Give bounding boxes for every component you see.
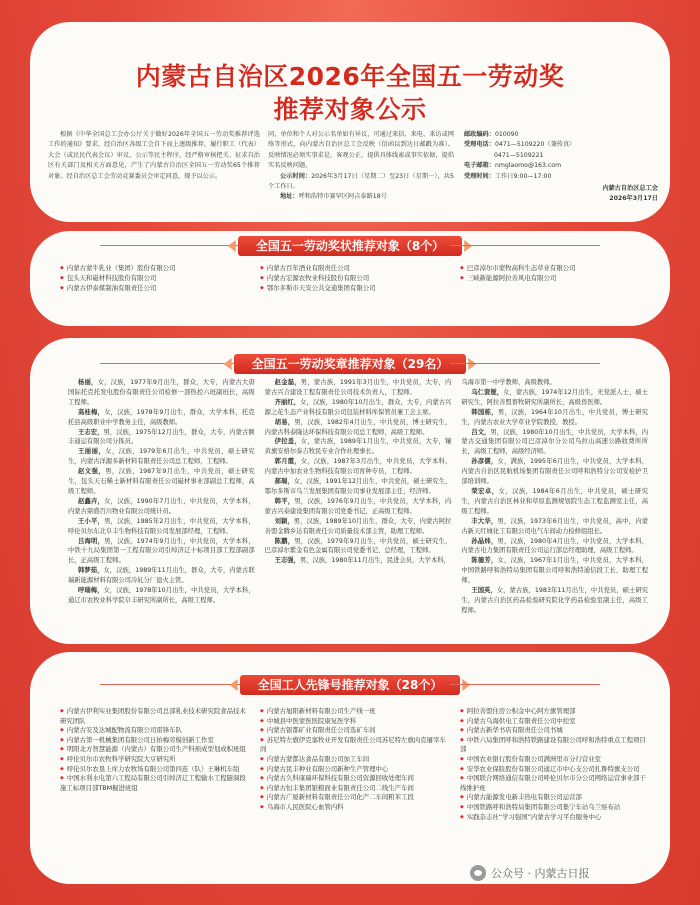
medal-entry-name: 荣宏卓， <box>471 487 499 495</box>
medal-entry-text: 女，汉族，1967年1月出生，中共党员，大学本科，中国铁路呼和浩特局集团有限公司呼和浩特通信段工长，助理工程师。 <box>461 557 649 585</box>
medal-entry-text: 男，汉族，1976年9月出生，中共党员，大学本科，内蒙古兴泰建设集团有限公司党委书记，正高级工程师。 <box>264 497 452 515</box>
medal-entry-text: 男，汉族，1979年9月出生，中共党员，硕士研究生，巴彦淖尔紫金有色金属有限公司党委书记、总经理，工程师。 <box>264 537 452 555</box>
list-item: ◆ 苏尼特左旗伊克塞牧业开发有限责任公司苏尼特左旗肉克屠宰车间 <box>260 736 450 755</box>
list-item: ◆ 内蒙古乌海供电工有限责任公司中控室 <box>460 717 650 727</box>
medal-entry-name: 胡易， <box>274 418 295 426</box>
medal-entry-name: 吕海明， <box>78 537 105 545</box>
phone-row <box>464 140 658 150</box>
medal-entry-text: 男，汉族，1989年10月出生，群众，大专，内蒙古阿拉善盟金腾乡达有限责任公司质量技术部主管，助理工程师。 <box>264 517 452 535</box>
medal-entry-text: 女，蒙古族，1974年12月出生，无党派人士，硕士研究生，阿拉善盟畜牧研究所副所长，高级兽医师。 <box>461 388 649 406</box>
medal-entry-name: 王志宏， <box>78 428 104 436</box>
medal-entry <box>265 378 452 398</box>
certificate-col-2 <box>260 263 450 293</box>
medal-entry <box>461 556 648 586</box>
list-item: ◆ 中铁六局集团呼和浩特铁路建设有限公司呼和浩特重点工程项目部 <box>460 736 650 755</box>
list-item: ◆ 内蒙古伊利实业集团股份有限公司总部乳业技术研究院食品技术研究团队 <box>60 707 250 726</box>
medal-entry <box>461 586 648 616</box>
objection-text <box>268 130 454 222</box>
medal-entry <box>68 378 255 408</box>
list-item: ◆ 内蒙古久科康瑞环保科技有限公司资源回收处理车间 <box>260 774 450 784</box>
page-title <box>30 60 670 126</box>
list-item: ◆ 内蒙古旭阳新材料有限公司生产线一班 <box>260 707 450 717</box>
phone-value-2: 0471—5109221 <box>494 151 544 159</box>
page-title-line1: 内蒙古自治区2026年全国五一劳动奖 <box>135 62 565 91</box>
banner-line-right <box>450 245 600 246</box>
medal-entry <box>461 428 648 458</box>
medal-entry <box>265 418 452 438</box>
medal-entry-text: 女，汉族，1978年10月出生，中共党员，大学本科，通辽市农牧业科学院阜丰研究所副所长，高级工程师。 <box>68 587 255 604</box>
postcode-row <box>464 130 658 140</box>
list-item: ◆ 内蒙古蒙牛乳业（集团）股份有限公司 <box>60 263 250 273</box>
medal-entry-text: 女，汉族，1989年11月出生，群众，大专，内蒙古联瑞新能源材料有限公司冷轧分厂退火主管。 <box>68 567 255 585</box>
hours-value: 工作日9:00—17:00 <box>494 172 552 180</box>
medal-entry <box>461 457 648 487</box>
medal-entry <box>461 487 648 517</box>
address-line <box>268 192 454 202</box>
list-item: ◆ 包头天和磁材科技股份有限公司 <box>60 273 250 283</box>
medal-entry-text: 男，汉族，1987年9月出生，中共党员，硕士研究生，包头天石稀土新材料有限责任公司磁材事业部副总工程师，高级工程师。 <box>68 468 255 495</box>
signature-date: 2026年3月17日 <box>609 195 658 203</box>
list-item: ◆ 内蒙古百年酒业有限责任公司 <box>260 263 450 273</box>
medal-entry-name: 高桂梅， <box>78 408 105 416</box>
objection-paragraph: 同，单位和个人对公示名单如有异议，可通过来信、来电、来访或网络等形式，向内蒙古自治区总工会反映（信函以到达日邮戳为准）。反映情况必须实事求是，客观公正，提供具体线索或事实依据，提倡实名反映问题。 <box>268 131 454 170</box>
medal-entry-name: 赵文强， <box>78 468 106 476</box>
medal-entry-text: 男，汉族，1980年10月出生，中共党员，大学本科，内蒙古交通集团有限公司巴彦淖尔分公司乌拉山高速公路收费所所长，高级工程师，高级经济师。 <box>461 428 649 456</box>
medal-entry <box>68 586 255 606</box>
medal-entry <box>68 517 255 537</box>
medal-entry <box>265 398 452 418</box>
medal-section-title: 全国五一劳动奖章推荐对象（29名） <box>234 354 467 374</box>
address-label: 地址： <box>280 193 299 201</box>
medal-entry-text: 女，汉族，1984年6月出生，中共党员，硕士研究生，内蒙古自治区林业和草原监测规划院生态工程监测室主任，高级工程师。 <box>461 487 649 515</box>
list-item: ◆ 巴彦淖尔市蒙牧高科生态草业有限公司 <box>460 263 650 273</box>
medal-entry <box>461 388 648 408</box>
list-item: ◆ 三峡新能源阿拉善风电有限公司 <box>460 273 650 283</box>
intro-text: 根据《中华全国总工会办公厅关于做好2026年全国五一劳动奖推荐评选工作的通知》要求，经自治区各级工会自下而上逐级推荐，履行职工（代表）大会（或民民代表会议）审议，公示等民主程序，经严格审核把关、征求自治区有关部门及相关方面意见，产生了内蒙古自治区全国五一劳动奖65个推荐对象。经自治区总工会劳动竞赛委员会审定同意，现予以公示。 <box>48 131 260 180</box>
list-item: ◆ 内蒙古伊泰煤制油有限责任公司 <box>60 283 250 293</box>
certificate-col-3 <box>460 263 650 293</box>
list-item: ◆ 内蒙古银都矿业有限责任公司选矿车间 <box>260 726 450 736</box>
medal-col-1 <box>68 378 255 616</box>
medal-entry <box>461 408 648 428</box>
list-item: ◆ 内蒙古宏源农牧业科技股份有限公司 <box>260 273 450 283</box>
medal-entry <box>461 378 648 388</box>
medal-entry-text: 男，汉族，1980年4月出生，中共党员，大学本科，内蒙古电力集团有限责任公司运行部总经理助理，高级工程师。 <box>461 537 649 555</box>
medal-entry-text: 女，汉族，1979年6月出生，中共党员，硕士研究生，内蒙古洋源多新材料有限责任公司总工程师，工程师。 <box>68 448 255 466</box>
postcode-value: 010090 <box>494 131 519 138</box>
medal-entry-text: 女，蒙古族，1983年11月出生，中共党员，硕士研究生，内蒙古自治区药品检验研究院化学药品检验室副主任，高级工程师。 <box>461 587 649 614</box>
pioneer-col-2 <box>260 707 450 822</box>
list-item: ◆ 明阳北方智慧能源（内蒙古）有限公司生产科预成型划成积班组 <box>60 745 250 755</box>
medal-entry <box>68 497 255 517</box>
medal-panel <box>30 338 670 644</box>
signature-org: 内蒙古自治区总工会 <box>602 185 658 193</box>
contact-block <box>464 130 658 222</box>
medal-entry <box>265 556 452 566</box>
medal-entry-text: 女，满族，1995年6月出生，中共党员，大学本科，内蒙古自治区民航机场集团有限责任公司呼和浩特分公司安检护卫部培训师。 <box>461 458 649 486</box>
medal-entry-name: 孙晶炜， <box>471 537 498 545</box>
notice-period-value: 2026年3月17日（星期二）至23日（星期一），共5个工作日。 <box>268 172 454 191</box>
notice-period <box>268 172 454 193</box>
medal-entry <box>461 517 648 537</box>
phone-label: 受理电话： <box>464 141 495 149</box>
medal-entry-name: 郭月霞， <box>274 458 301 466</box>
medal-entry-name: 陈德芳， <box>471 557 498 565</box>
medal-entry <box>68 428 255 448</box>
list-item: ◆ 中国农业银行股份有限公司满洲里市分行营业室 <box>460 755 650 765</box>
pioneer-col-3 <box>460 707 650 822</box>
list-item: ◆ 实践杂志社“学习强国”内蒙古学习平台服务中心 <box>460 813 650 823</box>
banner-line-left <box>100 684 250 685</box>
medal-entry-text: 男，汉族，1973年6月出生，中共党员，高中，内蒙古新天红城化工有限公司电气车间动力检修组组长。 <box>461 517 649 535</box>
list-item: ◆ 阿拉善盟住房公积金中心阿左旗管理部 <box>460 707 650 717</box>
medal-banner <box>30 353 670 373</box>
list-item: ◆ 内蒙古能源发电新丰热电有限公司运营部 <box>460 793 650 803</box>
medal-entry-text: 男，汉族，1982年4月出生，中共党员，博士研究生，内蒙古科泰隆达环保科技有限公司总工程师，高级工程师。 <box>264 418 452 436</box>
list-item: ◆ 中国水利水电第六工程局有限公司引绰济辽工程输水工程隧洞段施工标项目部TBM掘进班组 <box>60 774 250 793</box>
medal-col-3 <box>461 378 648 616</box>
certificate-section-title: 全国五一劳动奖状推荐对象（8个） <box>238 236 462 256</box>
medal-entry-name: 郝瑞， <box>274 478 294 486</box>
pioneer-panel <box>30 652 670 884</box>
hours-row <box>464 172 658 182</box>
medal-entry <box>265 457 452 477</box>
page-title-line2: 推荐对象公示 <box>273 95 427 124</box>
medal-entry-text: 男，汉族，1975年12月出生，群众，大专，内蒙古额丰通运有限公司分拣员。 <box>68 428 255 446</box>
medal-entry <box>68 447 255 467</box>
medal-entry-name: 王志强， <box>274 557 300 565</box>
medal-entry-text: 女，汉族，1978年9月出生，群众，大学本科，托克托县高级职业中学教务主任，高级教师。 <box>68 408 255 426</box>
header-panel <box>30 22 670 222</box>
banner-line-right <box>450 363 600 364</box>
medal-entry <box>68 537 255 567</box>
medal-entry-text: 女，汉族，1990年7月出生，中共党员，大学本科，内蒙古鼎盛百川物业有限公司统计员。 <box>68 497 255 515</box>
medal-entry <box>265 477 452 497</box>
list-item: ◆ 呼伦贝尔农垦上库力农牧场有限公司第四连（队）王琳机车组 <box>60 765 250 775</box>
list-item: ◆ 内蒙古新华书店有限责任公司书城 <box>460 726 650 736</box>
certificate-banner <box>30 235 670 255</box>
phone-row-2 <box>464 151 658 161</box>
medal-entry <box>68 566 255 586</box>
medal-entry-name: 孙彦儒， <box>471 458 498 466</box>
email-row <box>464 161 658 171</box>
pioneer-section-title: 全国工人先锋号推荐对象（28个） <box>240 675 461 695</box>
email-label: 电子邮箱： <box>464 162 495 170</box>
medal-entry-name: 齐丽红， <box>274 398 301 406</box>
medal-entry <box>68 408 255 428</box>
certificate-col-1 <box>60 263 250 293</box>
medal-entry-text: 女，蒙古族，1989年1月出生，中共党员，大专，镶黄旗安格尔泰吉牧民专业合作社理事长。 <box>264 438 452 456</box>
medal-entry-text: 男，汉族，1985年2月出生，中共党员，大学本科，呼伦贝尔东北阜丰生物科技有限公司发展部经理，工程师。 <box>68 517 255 535</box>
medal-entry-name: 韩平， <box>274 497 295 505</box>
medal-list <box>68 378 648 616</box>
postcode-label: 邮政编码： <box>464 131 495 138</box>
list-item: ◆ 中国铁路呼和浩特局集团有限公司集宁车站乌兰察布站 <box>460 803 650 813</box>
list-item: ◆ 内蒙古蒙都达食品有限公司加工车间 <box>260 755 450 765</box>
certificate-list <box>60 263 650 293</box>
medal-entry-name: 王丽丽， <box>78 448 106 456</box>
banner-line-right <box>450 684 600 685</box>
medal-entry-name: 陈鹏， <box>274 537 295 545</box>
list-item: ◆ 中城县中医蒙医医院康复医学科 <box>260 717 450 727</box>
medal-entry <box>265 497 452 517</box>
phone-value-1: 0471—5109220（兼传真） <box>494 141 576 149</box>
pioneer-col-1 <box>60 707 250 822</box>
list-item: ◆ 内蒙古第一机械集团有限公司日拍梅劳模创新工作室 <box>60 736 250 746</box>
medal-entry <box>68 467 255 497</box>
medal-entry <box>265 437 452 457</box>
medal-entry-name: 王国英， <box>471 587 497 595</box>
list-item: ◆ 鄂尔多斯市天安公共交通集团有限公司 <box>260 283 450 293</box>
list-item: ◆ 乌海市人民医院心血管内科 <box>260 803 450 813</box>
list-item: ◆ 中国联合网络通信有限公司呼伦贝尔市分公司网络运营事业部干线维护班 <box>460 774 650 793</box>
medal-col-2 <box>265 378 452 616</box>
wechat-icon <box>470 865 486 881</box>
pioneer-list <box>60 707 650 822</box>
medal-entry-name: 韩国栋， <box>471 408 498 416</box>
medal-entry-text: 女，汉族，1987年3月出生，中共党员，大学本科，内蒙古中加农业生物科技有限公司育种专员，工程师。 <box>264 458 452 476</box>
medal-entry-name: 刘颖， <box>274 517 294 525</box>
medal-entry-name: 丰大华， <box>471 517 498 525</box>
address-value: 呼和浩特市赛罕区阿吉泰路18号 <box>298 193 387 201</box>
medal-entry <box>265 517 452 537</box>
banner-line-left <box>100 245 250 246</box>
watermark <box>470 865 590 881</box>
medal-entry-name: 杨丽， <box>78 379 98 386</box>
list-item: ◆ 安华农业保险股份有限公司通辽市中心支公司扎鲁特旗支公司 <box>460 765 650 775</box>
medal-entry-text: 女，汉族，1980年10月出生，群众，大专，内蒙古兴源之花生态产业科技有限公司包装材料库保管员兼工会主席。 <box>264 398 452 416</box>
medal-entry-name: 呼瑞梅， <box>78 587 104 595</box>
list-item: ◆ 内蒙古民丰种业有限公司新种生产管理中心 <box>260 765 450 775</box>
medal-entry-text: 男，汉族，1974年9月出生，中共党员，大学本科，中铁十九局集团第一工程有限公司引绰济辽十标项目部工程部副部长，正高级工程师。 <box>68 537 255 565</box>
email-value[interactable]: nmglaomo@163.com <box>494 162 562 170</box>
medal-entry-name: 伊拉盖， <box>274 438 301 446</box>
medal-entry-name: 王小平， <box>78 517 105 525</box>
pioneer-banner <box>30 674 670 694</box>
list-item: ◆ 呼伦贝尔市农牧科学研究院大豆研究所 <box>60 755 250 765</box>
medal-entry-text: 男，蒙古族，1991年3月出生，中共党员，大专，内蒙古兴合建设工程有限责任公司技术负责人，工程师。 <box>264 379 452 396</box>
medal-entry-text: 乌海市第一中学教师，高级教师。 <box>461 379 556 386</box>
hours-label: 受理时间： <box>464 172 495 180</box>
medal-entry-text: 女，汉族，1977年9月出生，群众，大专，内蒙古大唐国际托克托发电股份有限责任公司检修一部热控六班副班长，高级工程师。 <box>68 379 255 406</box>
list-item: ◆ 内蒙古广厦新材料有限责任公司化产二车间粗苯工段 <box>260 793 450 803</box>
medal-entry-name: 乌仁套娅， <box>471 388 504 396</box>
certificate-panel <box>30 231 670 326</box>
list-item: ◆ 内蒙古恒丰集团银粮面业有限责任公司二线生产车间 <box>260 784 450 794</box>
watermark-label: 公众号 · 内蒙古日报 <box>491 867 590 880</box>
medal-entry-name: 赵鑫卉， <box>78 497 105 505</box>
list-item: ◆ 内蒙古安及达城配物流有限公司雷锋车队 <box>60 726 250 736</box>
medal-entry-text: 男，汉族，1980年11月出生，民进会员，大学本科， <box>299 557 450 565</box>
medal-entry <box>265 537 452 557</box>
medal-entry-text: 女，汉族，1991年12月出生，中共党员，硕士研究生，鄂尔多斯市乌兰发展集团有限公司事业发展部主任，经济师。 <box>264 478 452 495</box>
medal-entry-text: 男，汉族，1964年10月出生，中共党员，博士研究生，内蒙古农业大学草业学院教授，教授。 <box>461 408 649 426</box>
medal-entry <box>461 537 648 557</box>
notice-period-label: 公示时间： <box>280 172 312 180</box>
medal-entry-name: 赵金磊， <box>274 379 301 386</box>
medal-entry-name: 韩梦茹， <box>78 567 104 575</box>
medal-entry-name: 吕文， <box>471 428 491 436</box>
